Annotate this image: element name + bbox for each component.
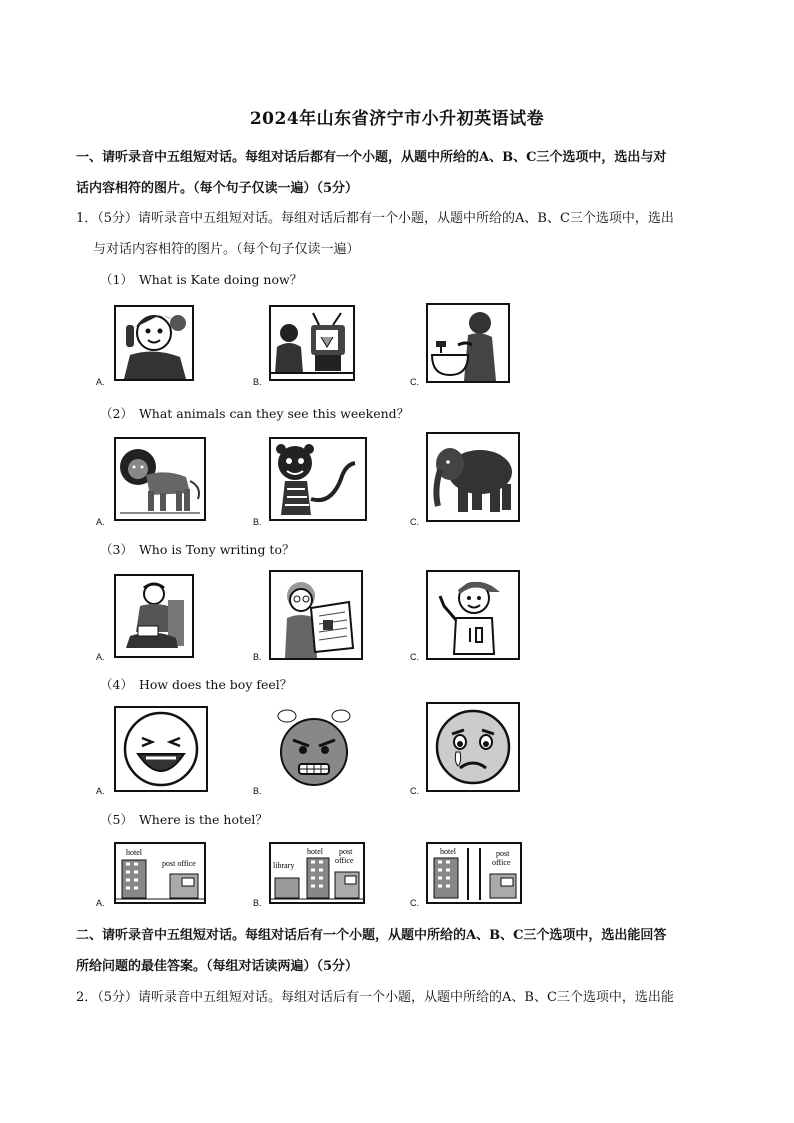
item4-question: （4） How does the boy feel？ (100, 677, 293, 692)
item3-option-a[interactable]: A. (96, 574, 206, 660)
hotel-map-c-icon (426, 842, 522, 904)
item2-option-c[interactable]: C. (410, 432, 525, 525)
item4-option-c[interactable]: C. (410, 702, 525, 794)
item5-option-a[interactable]: A. hotel post office (96, 842, 211, 906)
sign-post-office: post office (162, 859, 196, 868)
sign-library: library (273, 861, 295, 870)
item4-option-a[interactable]: A. (96, 706, 211, 794)
item5-question: （5） Where is the hotel？ (100, 812, 268, 827)
girl-watching-tv-icon (269, 305, 355, 381)
girl-on-phone-icon (114, 305, 194, 381)
item3-option-b[interactable]: B. (253, 570, 368, 660)
item4-option-b[interactable]: B. (253, 706, 368, 794)
item1-option-a[interactable]: A. (96, 305, 206, 385)
elephant-icon (426, 432, 520, 522)
item2-option-a[interactable]: A. (96, 437, 211, 525)
item2-option-b[interactable]: B. (253, 437, 368, 525)
boy-waving-icon (426, 570, 520, 660)
question1-line1: 1．（5分）请听录音中五组短对话。每组对话后都有一个小题，从题中所给的A、B、C三个选项中，选出 (76, 211, 674, 226)
happy-face-icon (114, 706, 208, 792)
sign-hotel: hotel (440, 847, 456, 856)
sign-hotel: hotel (307, 847, 323, 856)
page-title: 2024年山东省济宁市小升初英语试卷 (249, 109, 545, 129)
angry-face-icon (269, 706, 359, 788)
item1-option-b[interactable]: B. (253, 305, 363, 385)
item2-question: （2） What animals can they see this weekend？ (100, 406, 410, 421)
section2-heading-line1: 二、请听录音中五组短对话。每组对话后有一个小题，从题中所给的A、B、C三个选项中，选出能回答 (76, 928, 667, 943)
item1-option-c[interactable]: C. (410, 305, 520, 385)
item5-option-c[interactable]: C. hotel post office (410, 842, 525, 906)
lion-icon (114, 437, 206, 521)
section1-heading-line2: 话内容相符的图片。（每个句子仅读一遍）（5分） (76, 181, 359, 196)
item3-option-c[interactable]: C. (410, 570, 525, 660)
hotel-map-a-icon (114, 842, 206, 904)
item3-question: （3） Who is Tony writing to？ (100, 542, 295, 557)
question2-line1: 2．（5分）请听录音中五组短对话。每组对话后有一个小题，从题中所给的A、B、C三个选项中，选出能 (76, 990, 674, 1005)
section1-heading-line1: 一、请听录音中五组短对话。每组对话后都有一个小题，从题中所给的A、B、C三个选项中，选出与对 (76, 150, 667, 165)
hotel-map-b-icon (269, 842, 365, 904)
item5-option-b[interactable]: B. library hotel post office (253, 842, 368, 906)
sad-face-icon (426, 702, 520, 792)
sign-post: post (339, 847, 353, 856)
sign-post: post (496, 849, 510, 858)
sign-office: office (335, 856, 354, 865)
item1-question: （1） What is Kate doing now？ (100, 272, 303, 287)
section2-heading-line2: 所给问题的最佳答案。（每组对话读两遍）（5分） (76, 959, 359, 974)
sign-hotel: hotel (126, 848, 142, 857)
grandpa-reading-icon (114, 574, 194, 658)
tiger-icon (269, 437, 367, 521)
girl-washing-icon (426, 303, 510, 383)
grandma-newspaper-icon (269, 570, 363, 660)
question1-line2: 与对话内容相符的图片。（每个句子仅读一遍） (93, 242, 360, 257)
sign-office: office (492, 858, 511, 867)
